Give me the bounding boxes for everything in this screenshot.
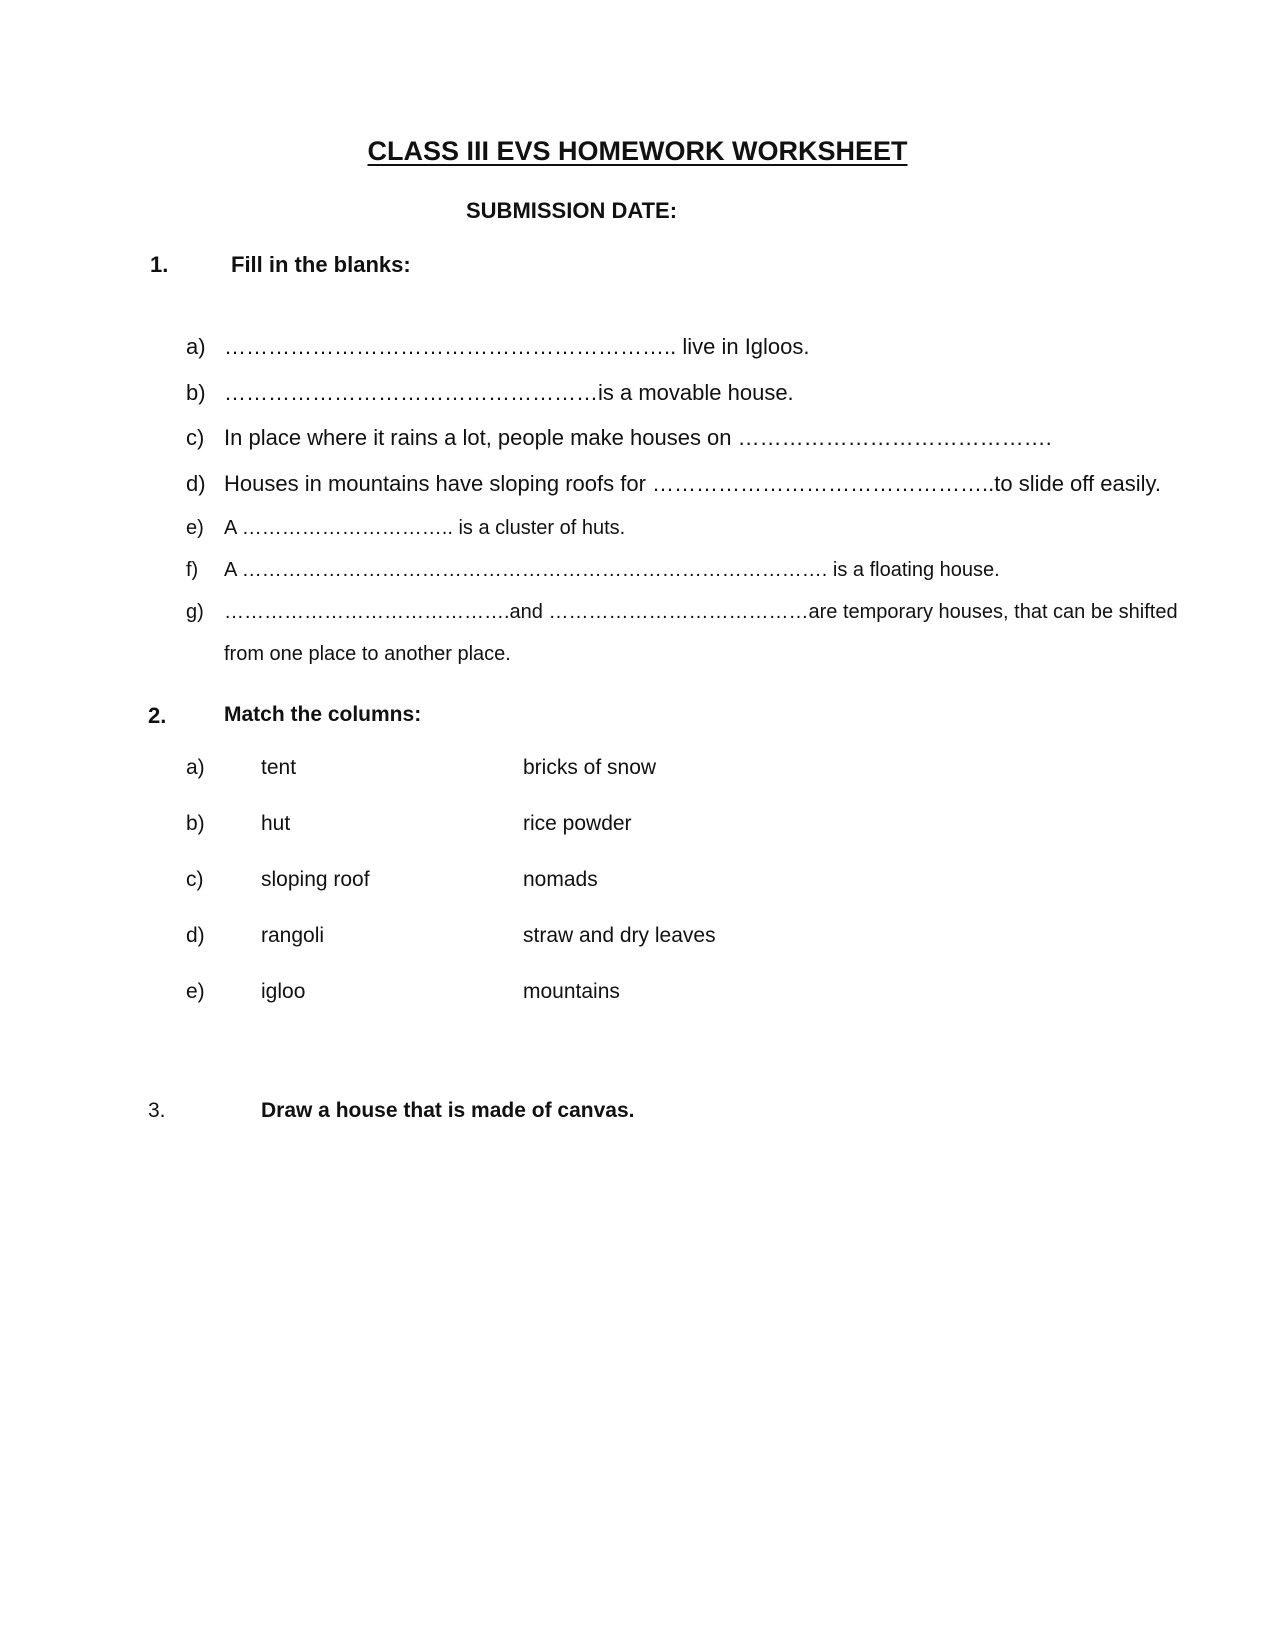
match-left-item-b: hut bbox=[261, 812, 291, 835]
worksheet-title: CLASS III EVS HOMEWORK WORKSHEET bbox=[367, 136, 908, 166]
match-row-label-c: c) bbox=[186, 868, 204, 891]
match-row-label-b: b) bbox=[186, 812, 205, 835]
match-right-item-c: nomads bbox=[523, 868, 598, 891]
fill-blank-text-b: ……………………………………………is a movable house. bbox=[224, 380, 794, 405]
match-left-item-d: rangoli bbox=[261, 924, 325, 947]
match-right-item-e: mountains bbox=[523, 980, 620, 1003]
question-1-heading: Fill in the blanks: bbox=[231, 252, 411, 277]
match-row-label-a: a) bbox=[186, 756, 205, 779]
fill-blank-text-f: A ……………………………………………………………………………. is a floating house. bbox=[224, 559, 1000, 581]
match-left-item-a: tent bbox=[261, 756, 297, 779]
fill-blank-label-c: c) bbox=[186, 425, 205, 450]
fill-blank-text-e: A ………………………….. is a cluster of huts. bbox=[224, 517, 626, 539]
match-right-item-b: rice powder bbox=[523, 812, 632, 835]
fill-blank-text-a: …………………………………………………….. live in Igloos. bbox=[224, 334, 810, 359]
question-3-heading: Draw a house that is made of canvas. bbox=[261, 1099, 635, 1122]
fill-blank-label-a: a) bbox=[186, 334, 206, 359]
fill-blank-label-b: b) bbox=[186, 380, 206, 405]
match-left-item-c: sloping roof bbox=[261, 868, 370, 891]
fill-blank-text-g-continuation: from one place to another place. bbox=[224, 643, 511, 665]
match-right-item-d: straw and dry leaves bbox=[523, 924, 716, 947]
fill-blank-label-e: e) bbox=[186, 517, 204, 539]
match-right-item-a: bricks of snow bbox=[523, 756, 657, 779]
fill-blank-label-d: d) bbox=[186, 471, 206, 496]
match-row-label-d: d) bbox=[186, 924, 205, 947]
fill-blank-text-c: In place where it rains a lot, people make houses on ……………………………………. bbox=[224, 425, 1052, 450]
question-2-number: 2. bbox=[148, 703, 167, 728]
match-left-item-e: igloo bbox=[261, 980, 306, 1003]
fill-blank-label-f: f) bbox=[186, 559, 199, 581]
fill-blank-label-g: g) bbox=[186, 601, 204, 623]
question-2-heading: Match the columns: bbox=[224, 703, 422, 726]
fill-blank-text-g: …………………………………….and …………………………………are temporary houses, that can be shifted bbox=[224, 601, 1178, 623]
submission-date-label: SUBMISSION DATE: bbox=[466, 198, 678, 223]
question-3-number: 3. bbox=[148, 1099, 166, 1122]
fill-blank-text-d: Houses in mountains have sloping roofs for ………………………………………..to slide off easily. bbox=[224, 471, 1161, 496]
match-row-label-e: e) bbox=[186, 980, 205, 1003]
question-1-number: 1. bbox=[150, 252, 169, 277]
